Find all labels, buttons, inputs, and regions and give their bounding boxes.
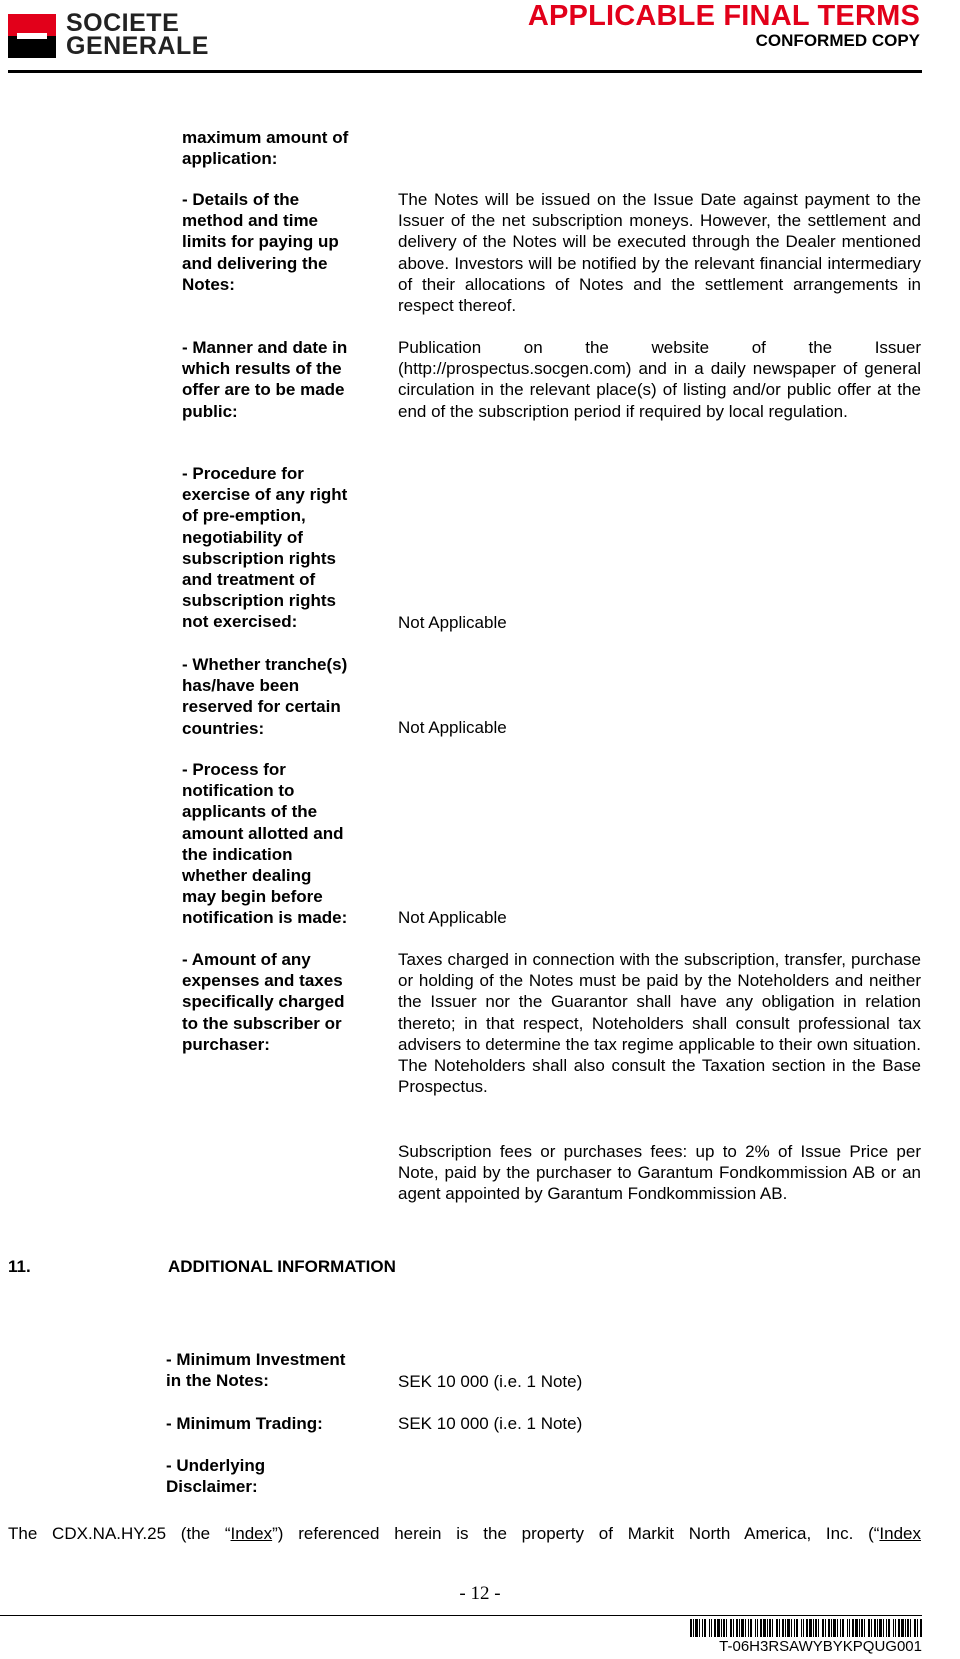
row-label-expenses-taxes: - Amount of any expenses and taxes specifically charged to the subscriber or purchaser: xyxy=(182,950,345,1054)
section-title: ADDITIONAL INFORMATION xyxy=(168,1257,396,1276)
row-label-tranches-reserved: - Whether tranche(s) has/have been reserved for certain countries: xyxy=(182,655,348,738)
document-title: APPLICABLE FINAL TERMS xyxy=(527,0,920,32)
item-label-underlying-disclaimer: - Underlying Disclaimer: xyxy=(166,1456,266,1497)
defined-term-index: Index xyxy=(230,1524,273,1543)
item-value-min-investment: SEK 10 000 (i.e. 1 Note) xyxy=(398,1372,583,1391)
disclaimer-text-start: The CDX.NA.HY.25 (the “ xyxy=(8,1524,231,1543)
logo-text: SOCIETE GENERALE xyxy=(66,9,209,60)
item-value-min-trading: SEK 10 000 (i.e. 1 Note) xyxy=(398,1414,583,1433)
disclaimer-text xyxy=(8,1523,921,1544)
societe-generale-logo xyxy=(8,9,238,62)
row-label-allotment-notification: - Process for notification to applicants of the amount allotted and the indication whether dealing may begin before notification is made: xyxy=(182,760,348,928)
barcode-icon xyxy=(690,1619,922,1637)
row-label-max-application: maximum amount of application: xyxy=(182,128,349,169)
disclaimer-text-middle: ”) referenced herein is the property of Markit North America, Inc. (“ xyxy=(272,1524,880,1543)
row-label-payment-delivery: - Details of the method and time limits for paying up and delivering the Notes: xyxy=(182,190,339,294)
row-value-results-publication: Publication on the website of the Issuer (http://prospectus.socgen.com) and in a daily newspaper of general circulation in the relevant place(s) of listing and/or public offer at the end of the subscription period if required by local regulation. xyxy=(398,338,921,421)
defined-term-index-sponsor: Index xyxy=(879,1524,921,1543)
document-code: T-06H3RSAWYBYKPQUG001 xyxy=(719,1638,922,1655)
row-value-payment-delivery: The Notes will be issued on the Issue Date against payment to the Issuer of the net subscription moneys. However, the settlement and delivery of the Notes will be executed through the Dealer mentioned above. Investors will be notified by the relevant financial intermediary of their allocations of Notes and the settlement arrangements in respect thereof. xyxy=(398,190,921,316)
row-value-subscription-fees: Subscription fees or purchases fees: up to 2% of Issue Price per Note, paid by the purchaser to Garantum Fondkommission AB or an agent appointed by Garantum Fondkommission AB. xyxy=(398,1142,921,1204)
document-subtitle: CONFORMED COPY xyxy=(755,31,920,50)
row-label-pre-emption: - Procedure for exercise of any right of pre-emption, negotiability of subscription rights and treatment of subscription rights not exercised: xyxy=(182,464,348,632)
row-label-results-publication: - Manner and date in which results of the offer are to be made public: xyxy=(182,338,348,421)
footer-divider xyxy=(0,1615,922,1616)
row-value-allotment-notification: Not Applicable xyxy=(398,908,507,927)
row-value-expenses-taxes: Taxes charged in connection with the subscription, transfer, purchase or holding of the Notes must be paid by the Noteholders and neither the Issuer nor the Guarantor shall have any obligation in relation thereto; in that respect, Noteholders shall consult professional tax advisers to determine the tax regime applicable to their own situation. The Noteholders shall also consult the Taxation section in the Base Prospectus. xyxy=(398,950,921,1097)
page-number: - 12 - xyxy=(459,1583,501,1604)
section-number: 11. xyxy=(8,1257,31,1276)
logo-mark-icon xyxy=(8,14,56,58)
header-divider xyxy=(8,70,922,73)
item-label-min-trading: - Minimum Trading: xyxy=(166,1414,323,1433)
row-value-pre-emption: Not Applicable xyxy=(398,613,507,632)
row-value-tranches-reserved: Not Applicable xyxy=(398,718,507,737)
item-label-min-investment: - Minimum Investment in the Notes: xyxy=(166,1350,346,1391)
